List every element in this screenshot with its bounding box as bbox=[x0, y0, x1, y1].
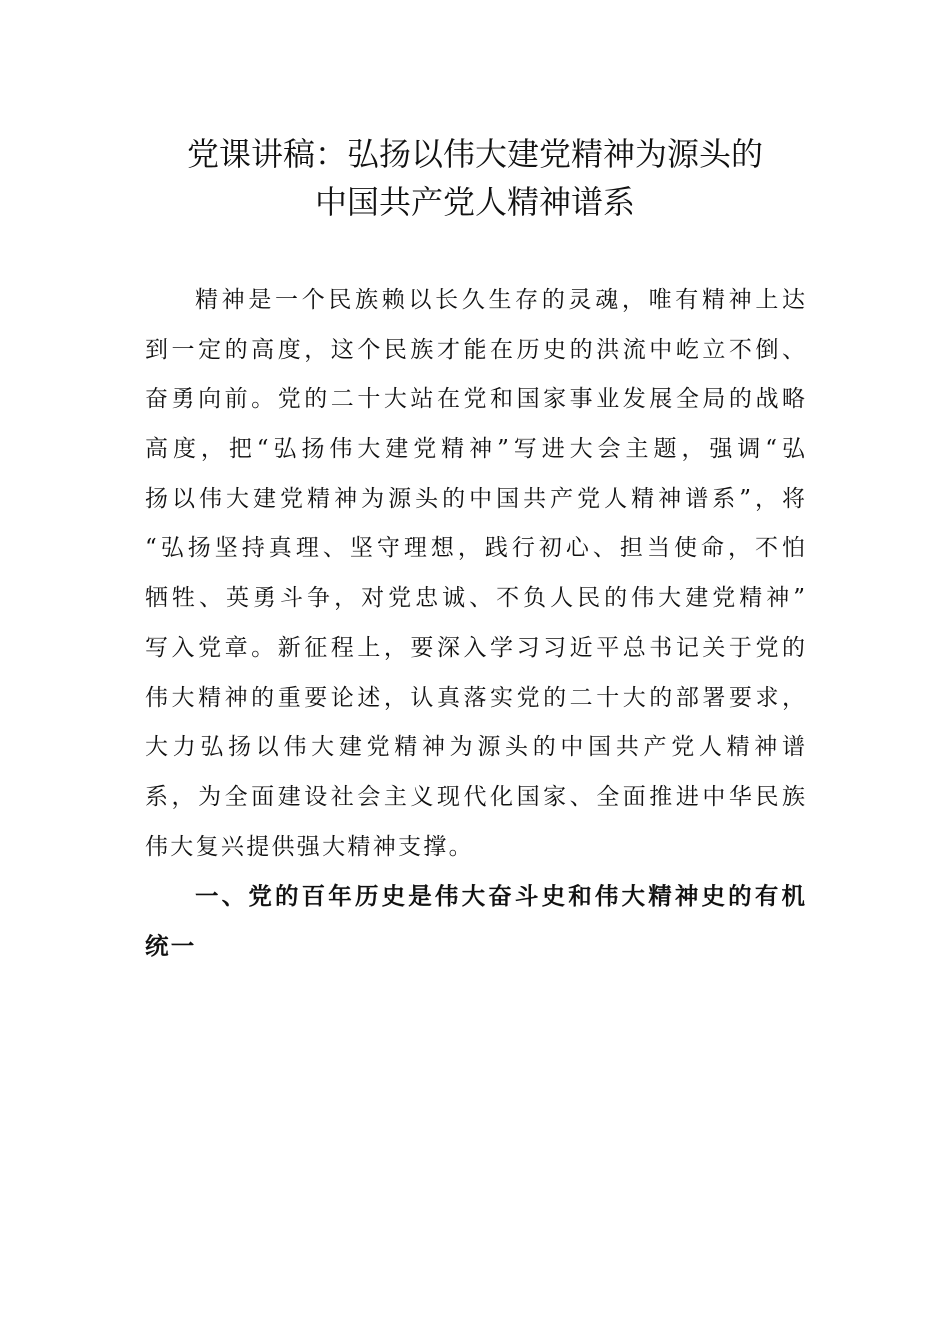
paragraph-line: 伟大精神的重要论述，认真落实党的二十大的部署要求， bbox=[145, 684, 805, 711]
paragraph-line: 大力弘扬以伟大建党精神为源头的中国共产党人精神谱 bbox=[145, 734, 805, 761]
document-title-line-1: 党课讲稿：弘扬以伟大建党精神为源头的 bbox=[186, 135, 763, 173]
paragraph-line: 伟大复兴提供强大精神支撑。 bbox=[145, 833, 474, 860]
paragraph-line: 奋勇向前。党的二十大站在党和国家事业发展全局的战略 bbox=[145, 386, 805, 413]
paragraph-line: 牺牲、英勇斗争，对党忠诚、不负人民的伟大建党精神” bbox=[145, 585, 805, 612]
paragraph-line: 扬以伟大建党精神为源头的中国共产党人精神谱系”，将 bbox=[145, 485, 805, 512]
paragraph-line: “弘扬坚持真理、坚守理想，践行初心、担当使命，不怕 bbox=[145, 535, 805, 562]
document-title-line-2: 中国共产党人精神谱系 bbox=[314, 183, 635, 221]
paragraph-line: 系，为全面建设社会主义现代化国家、全面推进中华民族 bbox=[145, 783, 805, 810]
section-heading-line: 一、党的百年历史是伟大奋斗史和伟大精神史的有机 bbox=[195, 882, 805, 911]
document-body bbox=[145, 276, 805, 972]
paragraph-line: 到一定的高度，这个民族才能在历史的洪流中屹立不倒、 bbox=[145, 336, 805, 363]
paragraph-line: 精神是一个民族赖以长久生存的灵魂，唯有精神上达 bbox=[195, 287, 805, 313]
section-heading-line: 统一 bbox=[145, 931, 197, 960]
paragraph-line: 高度，把“弘扬伟大建党精神”写进大会主题，强调“弘 bbox=[145, 436, 805, 463]
paragraph-line: 写入党章。新征程上，要深入学习习近平总书记关于党的 bbox=[145, 634, 805, 661]
